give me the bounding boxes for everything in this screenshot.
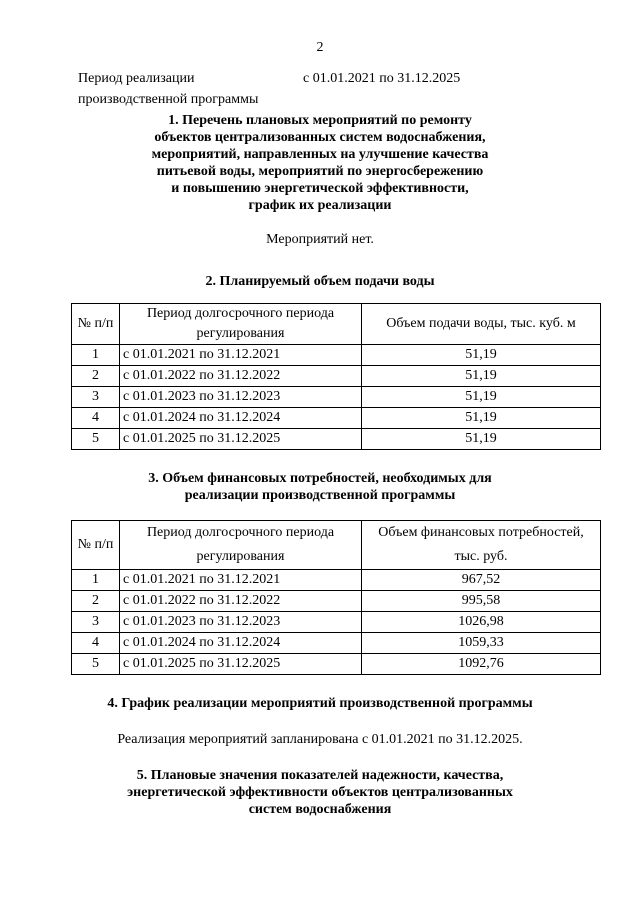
row-amount: 1026,98	[362, 612, 601, 633]
row-volume: 51,19	[362, 366, 601, 387]
table-row	[72, 345, 601, 366]
page-number: 2	[316, 40, 324, 55]
row-number: 4	[72, 633, 120, 654]
row-number: 3	[72, 387, 120, 408]
header-number: № п/п	[72, 521, 120, 570]
row-volume: 51,19	[362, 345, 601, 366]
row-period: с 01.01.2024 по 31.12.2024	[120, 633, 362, 654]
section3-title-line: реализации производственной программы	[184, 488, 456, 503]
section1-title-line: объектов централизованных систем водоснабжения,	[154, 130, 486, 145]
section1-title-line: 1. Перечень плановых мероприятий по ремонту	[168, 113, 472, 128]
header-volume: Объем подачи воды, тыс. куб. м	[362, 304, 601, 345]
header-period: Период долгосрочного периода регулирования	[120, 304, 362, 345]
table-row	[72, 387, 601, 408]
section5-title-line: 5. Плановые значения показателей надежности, качества,	[136, 768, 504, 783]
row-period: с 01.01.2023 по 31.12.2023	[120, 612, 362, 633]
row-period: с 01.01.2022 по 31.12.2022	[120, 366, 362, 387]
row-period: с 01.01.2024 по 31.12.2024	[120, 408, 362, 429]
header-period: Период долгосрочного периода регулирования	[120, 521, 362, 570]
table-row	[72, 654, 601, 675]
row-period: с 01.01.2025 по 31.12.2025	[120, 654, 362, 675]
table-row	[72, 366, 601, 387]
water-supply-table	[71, 303, 601, 450]
row-amount: 995,58	[362, 591, 601, 612]
section5-title	[0, 767, 640, 818]
table-row	[72, 570, 601, 591]
financial-needs-table	[71, 520, 601, 675]
row-period: с 01.01.2022 по 31.12.2022	[120, 591, 362, 612]
section2-title: 2. Планируемый объем подачи воды	[205, 274, 435, 289]
section4-title: 4. График реализации мероприятий производственной программы	[107, 696, 533, 711]
table-row	[72, 591, 601, 612]
section1-title-line: график их реализации	[248, 198, 392, 213]
row-amount: 967,52	[362, 570, 601, 591]
row-amount: 1059,33	[362, 633, 601, 654]
row-number: 1	[72, 570, 120, 591]
section4-body: Реализация мероприятий запланирована с 01.01.2021 по 31.12.2025.	[117, 732, 523, 747]
program-period-label: Период реализации производственной программы	[78, 71, 259, 107]
section1-title-line: и повышению энергетической эффективности,	[171, 181, 469, 196]
program-period-value: с 01.01.2021 по 31.12.2025	[303, 71, 461, 86]
table-header-row	[72, 521, 601, 570]
row-period: с 01.01.2021 по 31.12.2021	[120, 570, 362, 591]
row-number: 1	[72, 345, 120, 366]
table-row	[72, 408, 601, 429]
header-amount: Объем финансовых потребностей, тыс. руб.	[362, 521, 601, 570]
section3-title	[0, 470, 640, 504]
table-row	[72, 633, 601, 654]
row-number: 5	[72, 429, 120, 450]
section1-body: Мероприятий нет.	[266, 232, 374, 247]
section1-title	[0, 112, 640, 214]
row-number: 4	[72, 408, 120, 429]
row-period: с 01.01.2025 по 31.12.2025	[120, 429, 362, 450]
row-number: 2	[72, 591, 120, 612]
section5-title-line: энергетической эффективности объектов централизованных	[127, 785, 513, 800]
section5-title-line: систем водоснабжения	[248, 802, 392, 817]
row-volume: 51,19	[362, 387, 601, 408]
row-volume: 51,19	[362, 429, 601, 450]
header-number: № п/п	[72, 304, 120, 345]
section1-title-line: мероприятий, направленных на улучшение качества	[151, 147, 489, 162]
row-number: 3	[72, 612, 120, 633]
row-amount: 1092,76	[362, 654, 601, 675]
row-period: с 01.01.2021 по 31.12.2021	[120, 345, 362, 366]
table-row	[72, 612, 601, 633]
table-header-row	[72, 304, 601, 345]
section1-title-line: питьевой воды, мероприятий по энергосбережению	[156, 164, 484, 179]
row-period: с 01.01.2023 по 31.12.2023	[120, 387, 362, 408]
table-row	[72, 429, 601, 450]
row-number: 5	[72, 654, 120, 675]
section3-title-line: 3. Объем финансовых потребностей, необходимых для	[148, 471, 492, 486]
row-number: 2	[72, 366, 120, 387]
row-volume: 51,19	[362, 408, 601, 429]
